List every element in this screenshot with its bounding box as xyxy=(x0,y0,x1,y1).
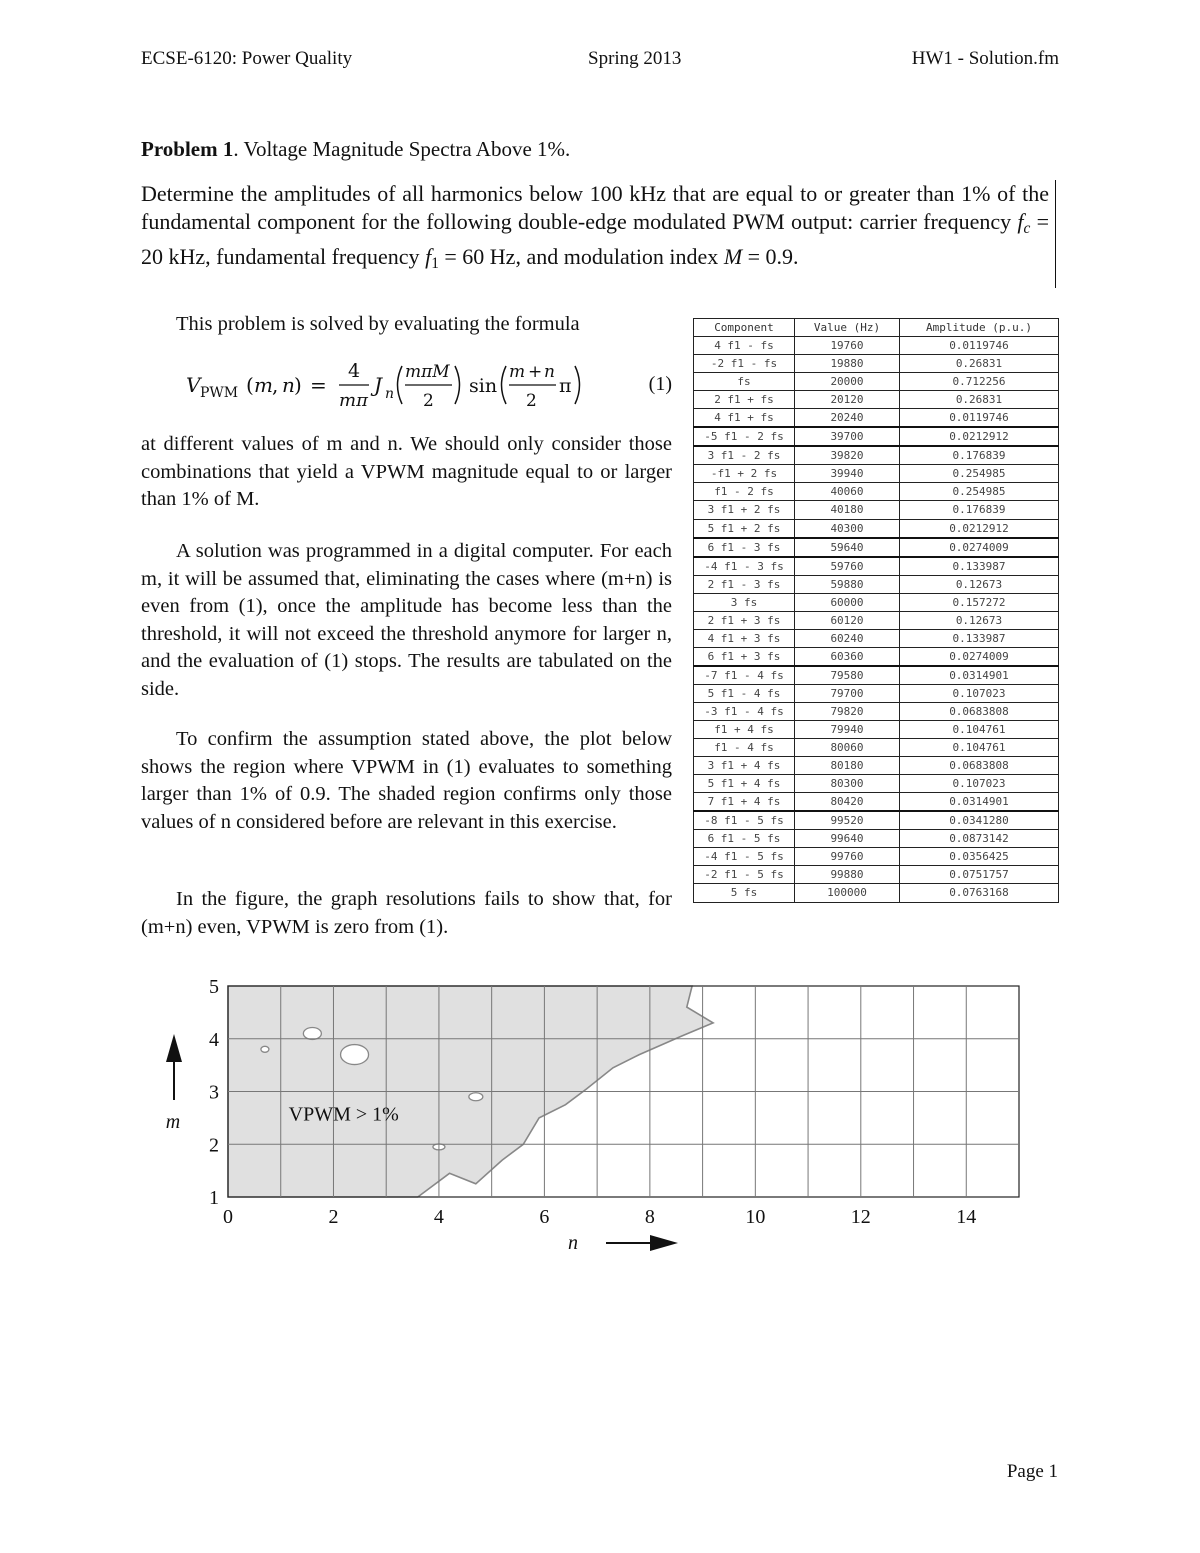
paragraph-3: A solution was programmed in a digital computer. For each m, it will be assumed that, eliminating the cases where (m+n) is even from (1), once the amplitude has become less than the threshold, it will not exceed the threshold anymore for larger n, and the evaluation of (1) stops. The results are tabulated on the side. xyxy=(141,540,672,700)
component-cell: 5 f1 + 4 fs xyxy=(694,775,795,793)
component-cell: 4 f1 + 3 fs xyxy=(694,629,795,647)
x-tick-label: 14 xyxy=(956,1206,977,1228)
m-symbol: M xyxy=(723,243,743,269)
frequency-cell: 19880 xyxy=(795,355,900,373)
frequency-cell: 20120 xyxy=(795,391,900,409)
amplitude-cell: 0.26831 xyxy=(900,355,1059,373)
svg-text:): ) xyxy=(294,373,302,397)
amplitude-cell: 0.254985 xyxy=(900,483,1059,501)
amplitude-cell: 0.0274009 xyxy=(900,647,1059,666)
amplitude-cell: 0.0751757 xyxy=(900,866,1059,884)
frequency-cell: 100000 xyxy=(795,884,900,902)
component-cell: 2 f1 + fs xyxy=(694,391,795,409)
amplitude-cell: 0.0212912 xyxy=(900,427,1059,446)
table-row xyxy=(694,611,1059,629)
table-row xyxy=(694,355,1059,373)
component-cell: 3 f1 + 4 fs xyxy=(694,757,795,775)
problem-statement xyxy=(141,180,1056,288)
amplitude-cell: 0.0763168 xyxy=(900,884,1059,902)
svg-text:n: n xyxy=(385,386,395,402)
amplitude-cell: 0.107023 xyxy=(900,684,1059,702)
x-tick-label: 4 xyxy=(433,1206,444,1228)
component-cell: -4 f1 - 3 fs xyxy=(694,557,795,576)
y-tick-label: 5 xyxy=(209,976,219,998)
svg-text:PWM: PWM xyxy=(200,385,239,401)
table-header-row xyxy=(694,319,1059,337)
component-cell: -5 f1 - 2 fs xyxy=(694,427,795,446)
amplitude-cell: 0.176839 xyxy=(900,446,1059,465)
region-island xyxy=(469,1093,483,1101)
component-cell: -4 f1 - 5 fs xyxy=(694,848,795,866)
amplitude-cell: 0.0314901 xyxy=(900,793,1059,812)
frequency-cell: 79580 xyxy=(795,666,900,685)
y-tick-label: 4 xyxy=(209,1028,219,1051)
table-row xyxy=(694,739,1059,757)
component-cell: -f1 + 2 fs xyxy=(694,465,795,483)
x-tick-label: 10 xyxy=(745,1206,766,1228)
page-number: Page 1 xyxy=(1006,1461,1058,1482)
amplitude-cell: 0.0341280 xyxy=(900,811,1059,830)
component-cell: -8 f1 - 5 fs xyxy=(694,811,795,830)
table-row xyxy=(694,666,1059,685)
fc-subscript: c xyxy=(1023,219,1031,237)
component-cell: 2 f1 + 3 fs xyxy=(694,611,795,629)
svg-text:sin: sin xyxy=(469,375,498,397)
frequency-cell: 40060 xyxy=(795,483,900,501)
table-row xyxy=(694,409,1059,428)
region-island xyxy=(303,1027,321,1039)
frequency-cell: 20000 xyxy=(795,373,900,391)
svg-text:m: m xyxy=(254,373,273,397)
frequency-cell: 60240 xyxy=(795,629,900,647)
svg-text:mπM: mπM xyxy=(405,362,450,382)
column-header-component: Component xyxy=(694,319,795,337)
x-tick-label: 12 xyxy=(850,1206,871,1228)
component-cell: 5 f1 - 4 fs xyxy=(694,684,795,702)
amplitude-cell: 0.104761 xyxy=(900,721,1059,739)
amplitude-cell: 0.26831 xyxy=(900,391,1059,409)
component-cell: 5 f1 + 2 fs xyxy=(694,519,795,538)
component-cell: f1 + 4 fs xyxy=(694,721,795,739)
table-row xyxy=(694,427,1059,446)
problem-title xyxy=(141,137,570,162)
svg-text:2: 2 xyxy=(526,391,537,411)
svg-text:m: m xyxy=(509,362,526,382)
svg-text:n: n xyxy=(282,373,295,397)
table-row xyxy=(694,501,1059,519)
table-row xyxy=(694,684,1059,702)
amplitude-cell: 0.0119746 xyxy=(900,337,1059,355)
frequency-cell: 39700 xyxy=(795,427,900,446)
table-row xyxy=(694,775,1059,793)
frequency-cell: 60360 xyxy=(795,647,900,666)
table-row xyxy=(694,593,1059,611)
amplitude-cell: 0.0314901 xyxy=(900,666,1059,685)
table-body xyxy=(694,337,1059,902)
amplitude-cell: 0.133987 xyxy=(900,629,1059,647)
amplitude-cell: 0.133987 xyxy=(900,557,1059,576)
frequency-cell: 40180 xyxy=(795,501,900,519)
y-axis-arrow-head xyxy=(166,1034,182,1062)
table-row xyxy=(694,557,1059,576)
frequency-cell: 79820 xyxy=(795,702,900,720)
table-row xyxy=(694,446,1059,465)
amplitude-cell: 0.254985 xyxy=(900,465,1059,483)
component-cell: 3 fs xyxy=(694,593,795,611)
region-plot-svg xyxy=(155,970,1045,1265)
amplitude-cell: 0.157272 xyxy=(900,593,1059,611)
frequency-cell: 99640 xyxy=(795,830,900,848)
x-tick-label: 2 xyxy=(328,1206,339,1228)
amplitude-cell: 0.0683808 xyxy=(900,702,1059,720)
table-row xyxy=(694,721,1059,739)
region-plot xyxy=(155,970,1045,1265)
frequency-cell: 80180 xyxy=(795,757,900,775)
table-row xyxy=(694,702,1059,720)
component-cell: f1 - 4 fs xyxy=(694,739,795,757)
paragraph-2-text: at different values of m and n. We should only consider those combinations that yield a VPWM magnitude equal to or larger than 1% of M. xyxy=(141,433,672,510)
svg-text:2: 2 xyxy=(423,391,434,411)
component-cell: 4 f1 + fs xyxy=(694,409,795,428)
problem-title-text: . Voltage Magnitude Spectra Above 1%. xyxy=(233,137,571,161)
problem-label: Problem 1 xyxy=(141,137,234,161)
table-row xyxy=(694,884,1059,902)
fc-symbol: f xyxy=(1017,209,1024,234)
table-row xyxy=(694,391,1059,409)
svg-text:n: n xyxy=(544,362,555,382)
svg-text:mπ: mπ xyxy=(339,390,368,411)
frequency-cell: 39820 xyxy=(795,446,900,465)
paragraph-5: In the figure, the graph resolutions fails to show that, for (m+n) even, VPWM is zero from (1). xyxy=(141,888,672,938)
file-name: HW1 - Solution.fm xyxy=(911,48,1059,69)
component-cell: -7 f1 - 4 fs xyxy=(694,666,795,685)
frequency-cell: 99880 xyxy=(795,866,900,884)
statement-part-4: = 0.9. xyxy=(742,243,799,269)
frequency-cell: 19760 xyxy=(795,337,900,355)
component-cell: -2 f1 - 5 fs xyxy=(694,866,795,884)
component-cell: f1 - 2 fs xyxy=(694,483,795,501)
component-cell: 6 f1 - 5 fs xyxy=(694,830,795,848)
paragraph-4: To confirm the assumption stated above, the plot below shows the region where VPWM in (1) evaluates to something larger than 1% of 0.9. The shaded region confirms only those values of n considered before are relevant in this exercise. xyxy=(141,728,672,833)
svg-text:4: 4 xyxy=(348,360,361,382)
component-cell: 5 fs xyxy=(694,884,795,902)
component-cell: 4 f1 - fs xyxy=(694,337,795,355)
component-cell: 2 f1 - 3 fs xyxy=(694,575,795,593)
component-cell: -2 f1 - fs xyxy=(694,355,795,373)
x-tick-label: 6 xyxy=(539,1206,550,1228)
intro-paragraph: This problem is solved by evaluating the formula xyxy=(176,313,580,335)
frequency-cell: 20240 xyxy=(795,409,900,428)
component-cell: 3 f1 + 2 fs xyxy=(694,501,795,519)
table-row xyxy=(694,830,1059,848)
component-cell: 6 f1 - 3 fs xyxy=(694,538,795,557)
y-tick-label: 2 xyxy=(209,1134,219,1157)
amplitude-cell: 0.0119746 xyxy=(900,409,1059,428)
frequency-cell: 80060 xyxy=(795,739,900,757)
term: Spring 2013 xyxy=(588,48,682,69)
amplitude-cell: 0.107023 xyxy=(900,775,1059,793)
frequency-cell: 40300 xyxy=(795,519,900,538)
harmonics-table xyxy=(693,318,1059,903)
frequency-cell: 39940 xyxy=(795,465,900,483)
table-row xyxy=(694,519,1059,538)
amplitude-cell: 0.0274009 xyxy=(900,538,1059,557)
frequency-cell: 80300 xyxy=(795,775,900,793)
table-row xyxy=(694,866,1059,884)
amplitude-cell: 0.0873142 xyxy=(900,830,1059,848)
svg-text:π: π xyxy=(559,375,572,397)
vpwm-formula xyxy=(186,356,672,416)
svg-text:+: + xyxy=(528,362,543,382)
table-row xyxy=(694,757,1059,775)
amplitude-cell: 0.0683808 xyxy=(900,757,1059,775)
amplitude-cell: 0.104761 xyxy=(900,739,1059,757)
frequency-cell: 59640 xyxy=(795,538,900,557)
x-tick-label: 0 xyxy=(223,1206,233,1228)
f1-subscript: 1 xyxy=(431,254,439,272)
table-row xyxy=(694,629,1059,647)
amplitude-cell: 0.12673 xyxy=(900,611,1059,629)
frequency-cell: 59760 xyxy=(795,557,900,576)
region-island xyxy=(261,1046,269,1052)
column-header-value: Value (Hz) xyxy=(795,319,900,337)
x-tick-label: 8 xyxy=(644,1206,655,1228)
table-row xyxy=(694,793,1059,812)
paragraph-2 xyxy=(141,431,672,514)
table-row xyxy=(694,575,1059,593)
table-row xyxy=(694,337,1059,355)
y-tick-label: 3 xyxy=(209,1081,219,1104)
frequency-cell: 60000 xyxy=(795,593,900,611)
frequency-cell: 60120 xyxy=(795,611,900,629)
svg-text:V: V xyxy=(186,373,201,397)
table-row xyxy=(694,538,1059,557)
svg-text:(: ( xyxy=(246,373,254,397)
component-cell: 6 f1 + 3 fs xyxy=(694,647,795,666)
component-cell: fs xyxy=(694,373,795,391)
amplitude-cell: 0.0356425 xyxy=(900,848,1059,866)
component-cell: 3 f1 - 2 fs xyxy=(694,446,795,465)
region-island xyxy=(341,1045,369,1065)
amplitude-cell: 0.712256 xyxy=(900,373,1059,391)
amplitude-cell: 0.176839 xyxy=(900,501,1059,519)
table-row xyxy=(694,483,1059,501)
y-axis-label: m xyxy=(165,1111,181,1133)
table-row xyxy=(694,465,1059,483)
frequency-cell: 59880 xyxy=(795,575,900,593)
table-row xyxy=(694,373,1059,391)
region-annotation: VPWM > 1% xyxy=(288,1103,399,1126)
table-row xyxy=(694,848,1059,866)
x-axis-arrow-head xyxy=(650,1235,678,1251)
frequency-cell: 80420 xyxy=(795,793,900,812)
table-row xyxy=(694,647,1059,666)
component-cell: -3 f1 - 4 fs xyxy=(694,702,795,720)
y-tick-label: 1 xyxy=(209,1187,219,1209)
statement-part-1: Determine the amplitudes of all harmonics below 100 kHz that are equal to or greater than 1% of the fundamental component for the following double-edge modulated PWM output: carrier frequency xyxy=(141,181,1049,234)
course-title: ECSE-6120: Power Quality xyxy=(141,48,353,69)
frequency-cell: 99760 xyxy=(795,848,900,866)
x-axis-label: n xyxy=(568,1232,578,1254)
svg-text:,: , xyxy=(272,373,279,397)
amplitude-cell: 0.12673 xyxy=(900,575,1059,593)
equation-number: (1) xyxy=(648,373,672,395)
frequency-cell: 79940 xyxy=(795,721,900,739)
table-row xyxy=(694,811,1059,830)
frequency-cell: 79700 xyxy=(795,684,900,702)
frequency-cell: 99520 xyxy=(795,811,900,830)
statement-part-3: = 60 Hz, and modulation index xyxy=(438,243,724,269)
amplitude-cell: 0.0212912 xyxy=(900,519,1059,538)
f1-symbol: f xyxy=(425,243,432,269)
svg-text:J: J xyxy=(374,373,383,397)
page-header xyxy=(141,48,1059,74)
svg-text:=: = xyxy=(310,373,327,397)
column-header-amplitude: Amplitude (p.u.) xyxy=(900,319,1059,337)
component-cell: 7 f1 + 4 fs xyxy=(694,793,795,812)
statement-part-2: = 20 kHz, fundamental frequency xyxy=(141,209,1049,269)
